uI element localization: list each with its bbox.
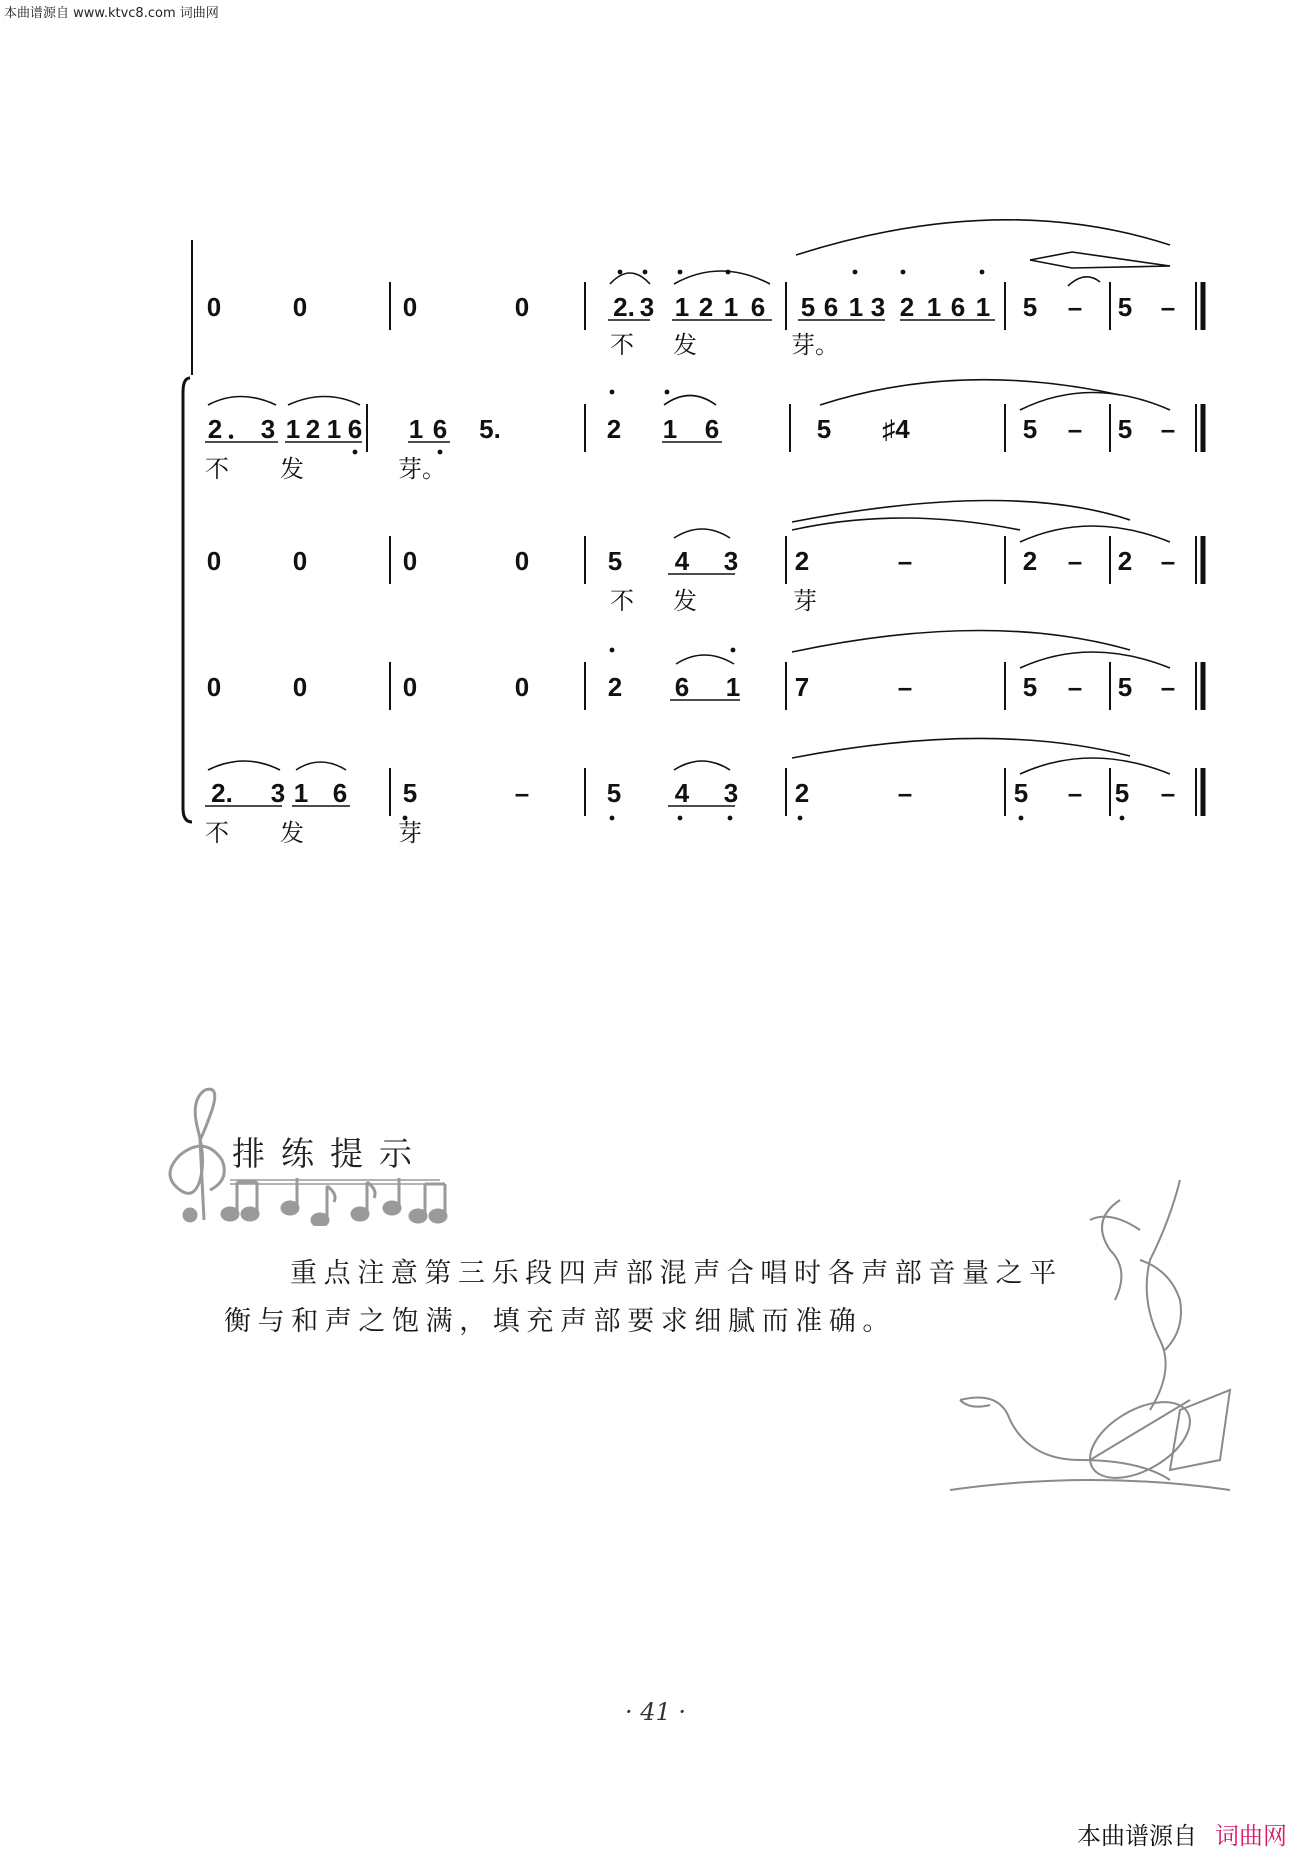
note: 5 (607, 546, 623, 576)
note: 0 (292, 672, 308, 702)
lyric: 芽 (398, 819, 422, 847)
note: ． (226, 414, 254, 444)
note: 5 (1114, 778, 1130, 808)
note: 1 (975, 292, 991, 322)
note: 1 (725, 672, 741, 702)
lyric: 发 (280, 819, 304, 847)
note: 5 (816, 414, 832, 444)
note: ♯4 (882, 414, 910, 444)
note: – (514, 778, 530, 808)
note: 2 (794, 546, 810, 576)
note: 5 (1117, 292, 1133, 322)
note: 3 (270, 778, 286, 808)
note: 6 (347, 414, 363, 444)
lyric: 发 (673, 331, 697, 359)
note: – (1067, 546, 1083, 576)
note: – (897, 778, 913, 808)
note: 2 (1117, 546, 1133, 576)
note: 0 (402, 546, 418, 576)
lyric: 不 (610, 587, 634, 615)
note: 2 (1022, 546, 1038, 576)
note: 0 (206, 672, 222, 702)
note: 1 (848, 292, 864, 322)
note: 1 (723, 292, 739, 322)
note: 7 (794, 672, 810, 702)
note: 3 (870, 292, 886, 322)
note: 5. (479, 414, 501, 444)
note: 2 (794, 778, 810, 808)
note: 0 (514, 546, 530, 576)
note: 2 (606, 414, 622, 444)
watermark-bottom (1077, 1816, 1287, 1851)
lute-ornament-icon (940, 1160, 1240, 1510)
note: 0 (402, 672, 418, 702)
note: – (1160, 546, 1176, 576)
note: 2 (899, 292, 915, 322)
system-bracket (183, 378, 192, 822)
note: 1 (285, 414, 301, 444)
note: 6 (704, 414, 720, 444)
page-number: · 41 · (624, 1698, 687, 1726)
note: 2. (613, 292, 635, 322)
note: 5 (606, 778, 622, 808)
watermark-bottom-right: 词曲网 (1215, 1822, 1287, 1850)
watermark-top: 本曲谱源自 www.ktvc8.com 词曲网 (4, 6, 219, 21)
lyric: 发 (673, 587, 697, 615)
note: 3 (723, 546, 739, 576)
note: 2 (698, 292, 714, 322)
note: 5 (1022, 292, 1038, 322)
lyric: 不 (205, 819, 229, 847)
note: – (1067, 778, 1083, 808)
note: 0 (292, 292, 308, 322)
note: – (1160, 292, 1176, 322)
note: 6 (950, 292, 966, 322)
note: 1 (662, 414, 678, 444)
note: 2 (305, 414, 321, 444)
tips-body: 重点注意第三乐段四声部混声合唱时各声部音量之平衡与和声之饱满，填充声部要求细腻而准确。 (224, 1258, 1063, 1337)
note: 6 (332, 778, 348, 808)
note: 0 (206, 292, 222, 322)
lyric: 芽。 (791, 331, 839, 359)
note: 5 (800, 292, 816, 322)
note: 4 (674, 778, 690, 808)
note: 5 (1117, 672, 1133, 702)
lyric: 不 (610, 331, 634, 359)
note: 3 (723, 778, 739, 808)
lyric: 不 (205, 455, 229, 483)
note: 2 (207, 414, 223, 444)
note: 6 (674, 672, 690, 702)
note: 0 (292, 546, 308, 576)
note: 5 (1022, 672, 1038, 702)
note: – (1160, 672, 1176, 702)
note: 2 (607, 672, 623, 702)
note: 3 (260, 414, 276, 444)
lyric: 芽。 (398, 455, 446, 483)
note: – (1067, 672, 1083, 702)
note: – (1160, 414, 1176, 444)
note: 0 (402, 292, 418, 322)
music-notes-icon (220, 1172, 450, 1226)
note: 3 (639, 292, 655, 322)
note: 2. (211, 778, 233, 808)
note: 5 (402, 778, 418, 808)
note: 1 (408, 414, 424, 444)
note: 1 (926, 292, 942, 322)
note: – (1160, 778, 1176, 808)
lyric: 发 (280, 455, 304, 483)
note: 1 (326, 414, 342, 444)
note: – (1067, 414, 1083, 444)
note: – (897, 546, 913, 576)
note: 6 (432, 414, 448, 444)
note: 0 (514, 292, 530, 322)
note: 1 (293, 778, 309, 808)
note: 6 (823, 292, 839, 322)
note: 6 (750, 292, 766, 322)
lyric: 芽 (793, 587, 817, 615)
note: 0 (206, 546, 222, 576)
watermark-bottom-left: 本曲谱源自 (1077, 1822, 1197, 1850)
note: 5 (1022, 414, 1038, 444)
note: – (1067, 292, 1083, 322)
note: – (897, 672, 913, 702)
note: 5 (1013, 778, 1029, 808)
note: 1 (674, 292, 690, 322)
note: 5 (1117, 414, 1133, 444)
tips-title: 排练提示 (232, 1134, 428, 1173)
note: 0 (514, 672, 530, 702)
note: 4 (674, 546, 690, 576)
